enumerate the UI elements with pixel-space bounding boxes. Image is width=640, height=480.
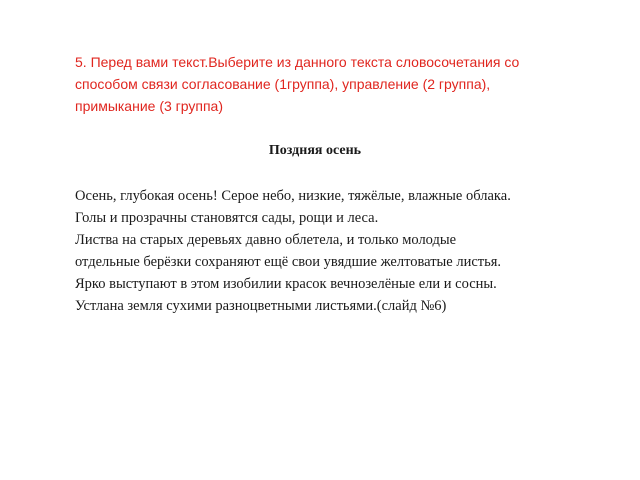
text-line: Ярко выступают в этом изобилии красок вечнозелёные ели и сосны. bbox=[75, 276, 497, 292]
text-line: Устлана земля сухими разноцветными листьями.(слайд №6) bbox=[75, 298, 447, 314]
task-line: 5. Перед вами текст.Выберите из данного текста словосочетания со bbox=[75, 54, 520, 70]
text-line: Осень, глубокая осень! Серое небо, низкие, тяжёлые, влажные облака. bbox=[75, 188, 511, 204]
text-body bbox=[75, 185, 615, 317]
text-title: Поздняя осень bbox=[268, 143, 362, 158]
text-line: Голы и прозрачны становятся сады, рощи и леса. bbox=[75, 210, 379, 226]
text-line: Листва на старых деревьях давно облетела, и только молодые bbox=[75, 232, 457, 248]
task-line: примыкание (3 группа) bbox=[75, 98, 224, 114]
task-instructions bbox=[75, 51, 575, 117]
text-line: отдельные берёзки сохраняют ещё свои увядшие желтоватые листья. bbox=[75, 254, 502, 270]
task-line: способом связи согласование (1группа), управление (2 группа), bbox=[75, 76, 491, 92]
